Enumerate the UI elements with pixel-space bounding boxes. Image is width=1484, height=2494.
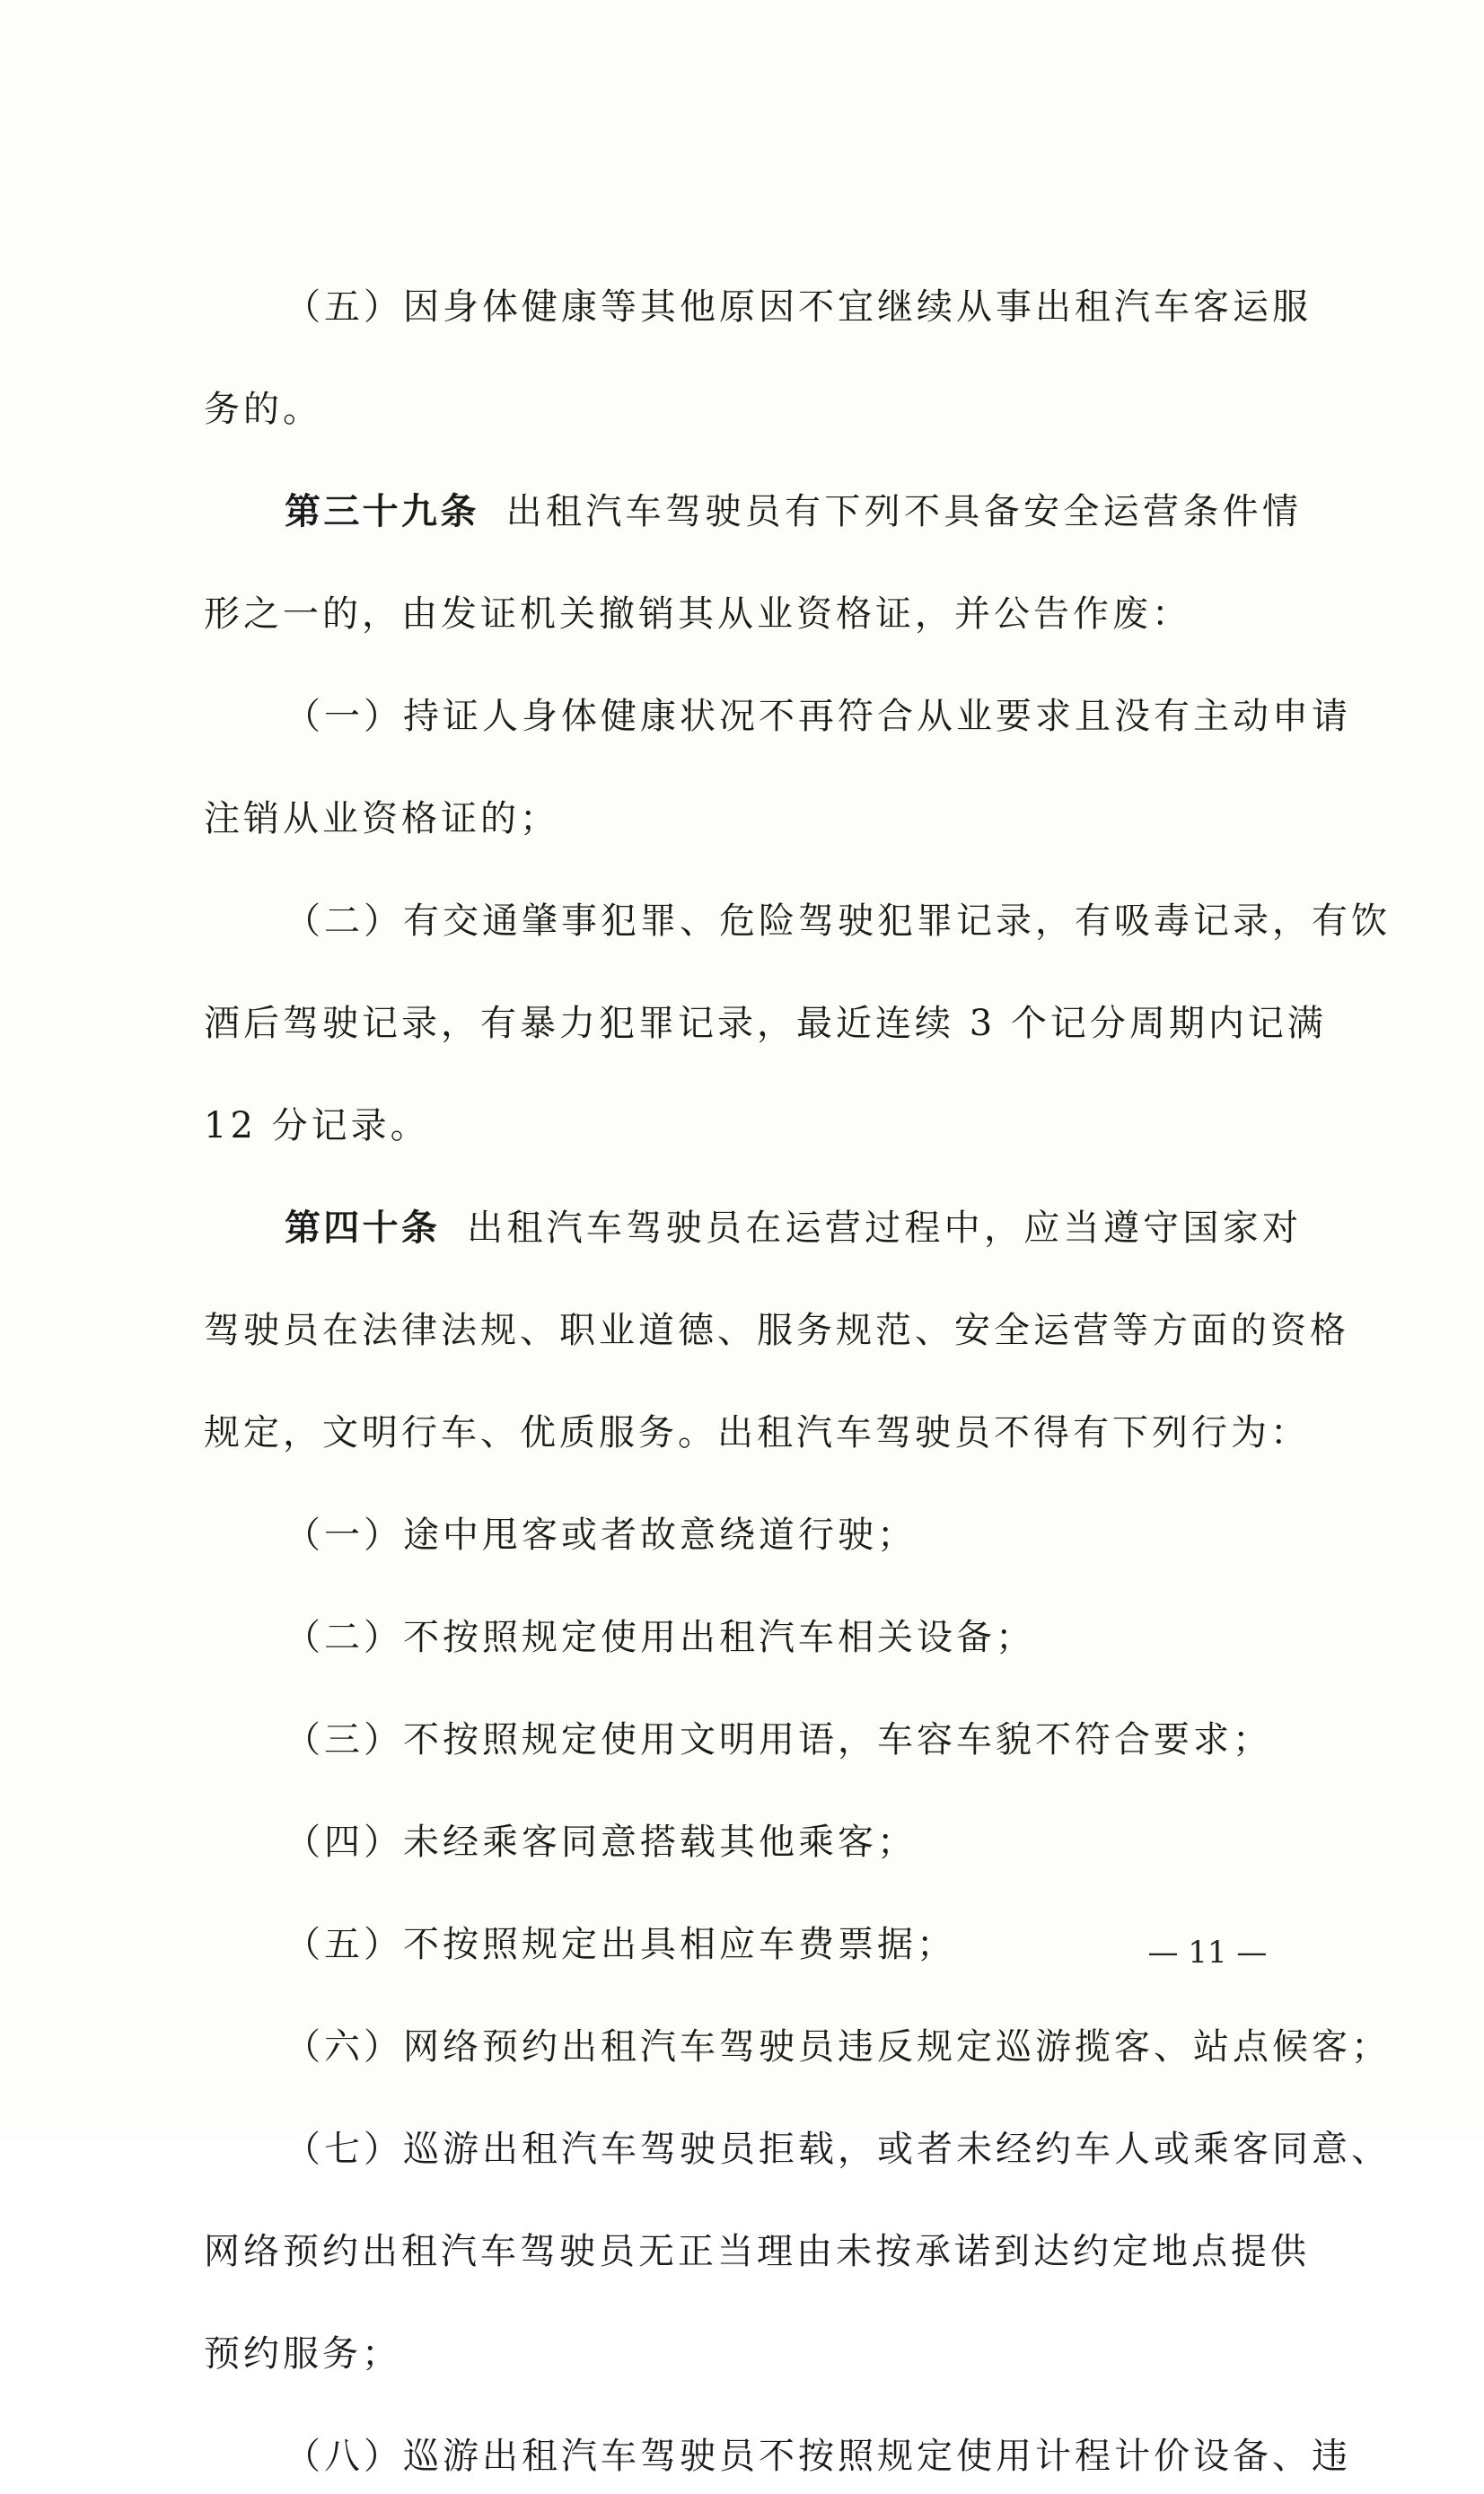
article-39-line xyxy=(204,474,1302,549)
text-line: （八）巡游出租汽车驾驶员不按照规定使用计程计价设备、违 xyxy=(285,2436,1351,2477)
article-heading: 第三十九条 xyxy=(285,491,479,532)
text-line: 网络预约出租汽车驾驶员无正当理由未按承诺到达约定地点提供 xyxy=(204,2231,1310,2272)
article-heading: 第四十条 xyxy=(285,1207,441,1249)
text-line: 驾驶员在法律法规、职业道德、服务规范、安全运营等方面的资格 xyxy=(204,1310,1349,1351)
text-line: （六）网络预约出租汽车驾驶员违反规定巡游揽客、站点候客； xyxy=(285,2026,1391,2068)
text-line: （三）不按照规定使用文明用语，车容车貌不符合要求； xyxy=(285,1719,1272,1761)
text-line: 酒后驾驶记录，有暴力犯罪记录，最近连续 3 个记分周期内记满 xyxy=(204,1003,1327,1044)
article-text: 出租汽车驾驶员有下列不具备安全运营条件情 xyxy=(505,491,1303,532)
text-line: 预约服务； xyxy=(204,2333,401,2375)
text-line: （二）不按照规定使用出租汽车相关设备； xyxy=(285,1617,1035,1658)
text-line: （五）不按照规定出具相应车费票据； xyxy=(285,1924,956,1965)
text-line: （七）巡游出租汽车驾驶员拒载，或者未经约车人或乘客同意、 xyxy=(285,2129,1391,2170)
text-line: 注销从业资格证的； xyxy=(204,798,559,839)
text-line: 务的。 xyxy=(204,389,322,430)
text-line: 形之一的，由发证机关撤销其从业资格证，并公告作废： xyxy=(204,593,1191,635)
article-40-line xyxy=(204,1190,1302,1266)
text-line: （一）持证人身体健康状况不再符合从业要求且没有主动申请 xyxy=(285,696,1351,737)
text-line: （一）途中甩客或者故意绕道行驶； xyxy=(285,1515,917,1556)
text-line: 12 分记录。 xyxy=(204,1105,430,1146)
page-number: — 11 — xyxy=(1147,1935,1268,1971)
text-line: （四）未经乘客同意搭载其他乘客； xyxy=(285,1822,917,1863)
text-line: 规定，文明行车、优质服务。出租汽车驾驶员不得有下列行为： xyxy=(204,1412,1310,1453)
article-text: 出租汽车驾驶员在运营过程中，应当遵守国家对 xyxy=(467,1207,1303,1249)
text-line: （五）因身体健康等其他原因不宜继续从事出租汽车客运服 xyxy=(285,286,1312,328)
text-line: （二）有交通肇事犯罪、危险驾驶犯罪记录，有吸毒记录，有饮 xyxy=(285,900,1391,942)
